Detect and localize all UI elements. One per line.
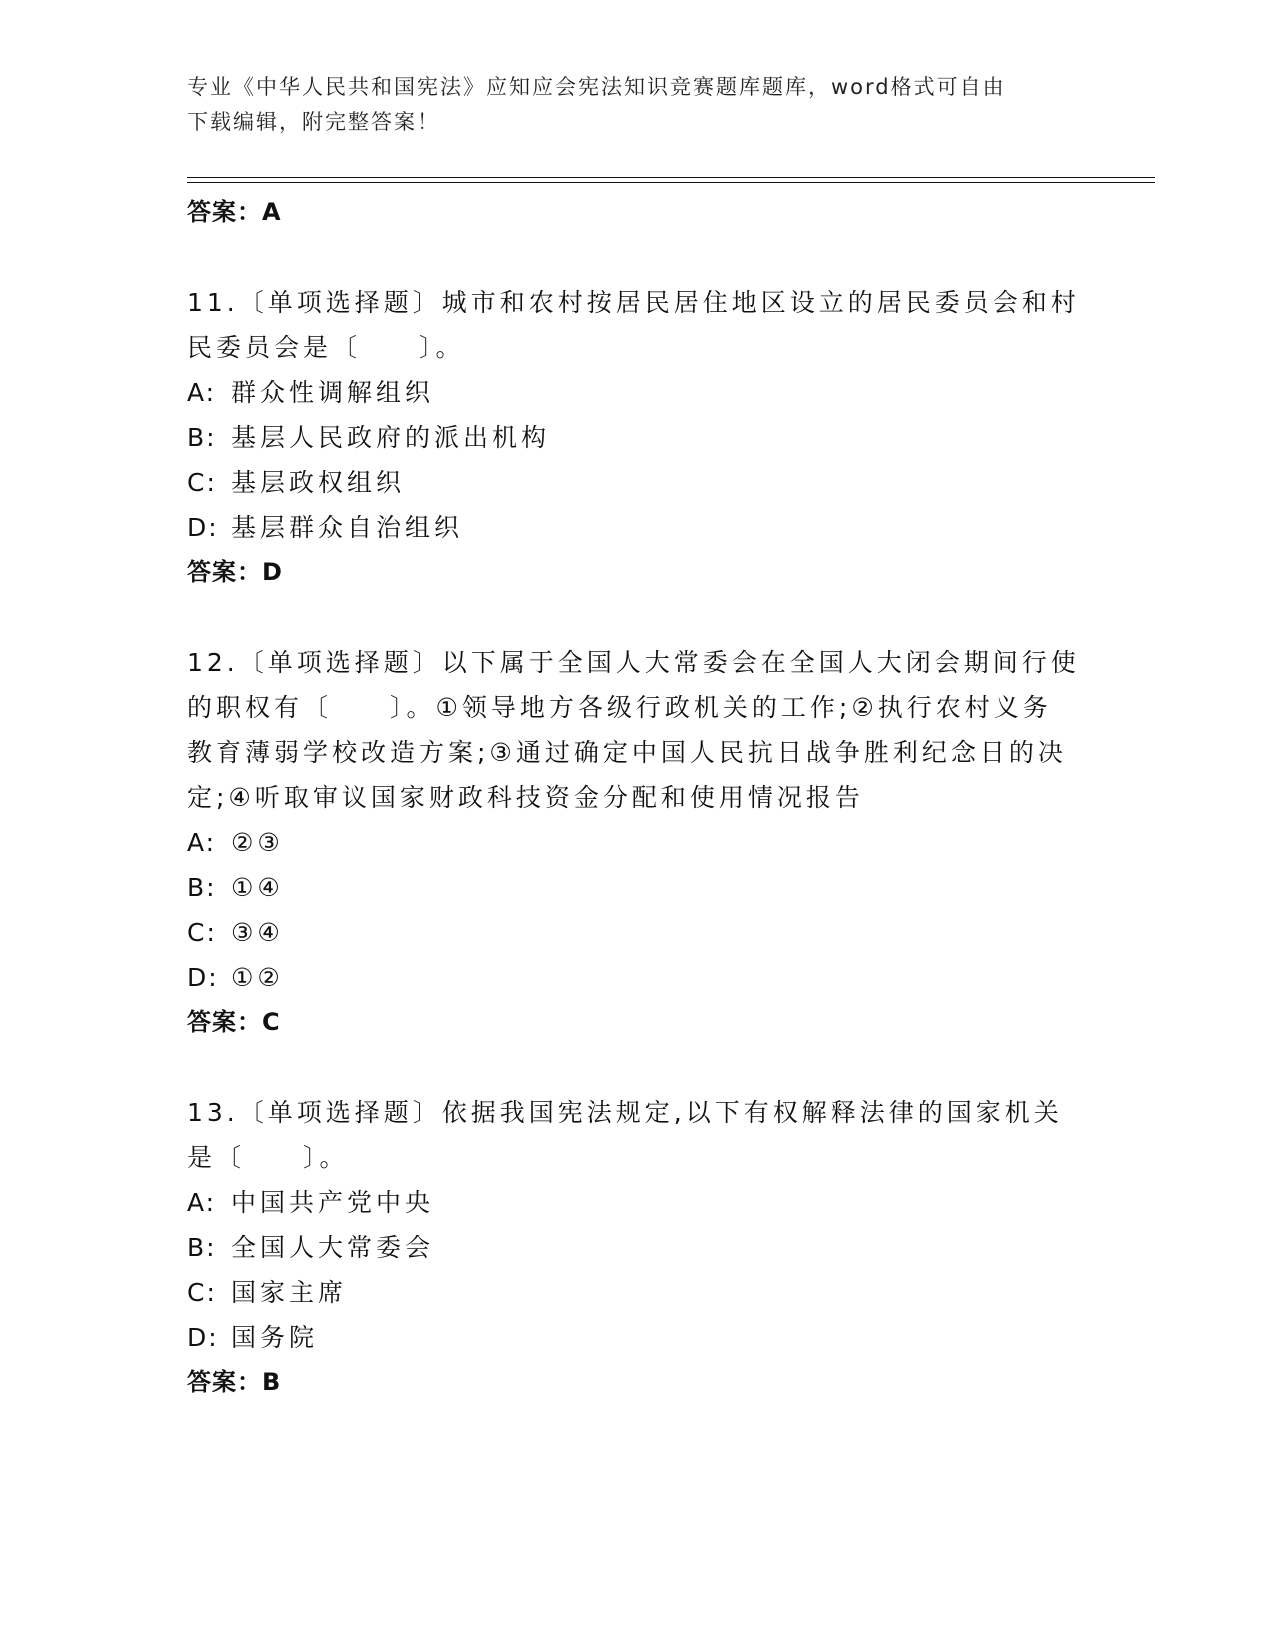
option-text: ①② — [231, 963, 284, 992]
option-text: 群众性调解组织 — [231, 378, 435, 407]
header-divider-bottom — [187, 182, 1155, 183]
option-text: ①④ — [231, 873, 284, 902]
option-letter: D: — [187, 963, 219, 992]
option-text: 全国人大常委会 — [231, 1233, 435, 1262]
option-text: 基层群众自治组织 — [231, 513, 464, 542]
option-letter: C: — [187, 1278, 217, 1307]
question-stem-line: 12.〔单项选择题〕以下属于全国人大常委会在全国人大闭会期间行使 — [187, 648, 1080, 677]
question-12 — [187, 640, 1087, 1045]
question-stem-line: 教育薄弱学校改造方案;③通过确定中国人民抗日战争胜利纪念日的决 — [187, 738, 1067, 767]
option-letter: B: — [187, 873, 217, 902]
option-d — [187, 1315, 1087, 1360]
option-text: 基层政权组织 — [231, 468, 406, 497]
option-c — [187, 460, 1087, 505]
option-letter: B: — [187, 1233, 217, 1262]
option-text: 国家主席 — [231, 1278, 348, 1307]
option-a — [187, 1180, 1087, 1225]
option-letter: A: — [187, 828, 217, 857]
question-stem-line: 民委员会是〔 〕。 — [187, 333, 465, 362]
document-body — [187, 190, 1087, 1405]
option-text: 基层人民政府的派出机构 — [231, 423, 551, 452]
question-answer: 答案：C — [187, 1008, 281, 1036]
option-b — [187, 1225, 1087, 1270]
previous-answer: 答案：A — [187, 198, 282, 226]
option-text: ②③ — [231, 828, 284, 857]
question-stem-line: 13.〔单项选择题〕依据我国宪法规定,以下有权解释法律的国家机关 — [187, 1098, 1063, 1127]
option-a — [187, 370, 1087, 415]
question-11 — [187, 280, 1087, 595]
page-header — [187, 70, 1087, 140]
option-d — [187, 955, 1087, 1000]
question-stem-line: 定;④听取审议国家财政科技资金分配和使用情况报告 — [187, 783, 864, 812]
question-stem-line: 的职权有〔 〕。①领导地方各级行政机关的工作;②执行农村义务 — [187, 693, 1052, 722]
question-answer: 答案：D — [187, 558, 283, 586]
option-text: 中国共产党中央 — [231, 1188, 435, 1217]
option-c — [187, 910, 1087, 955]
question-stem-line: 11.〔单项选择题〕城市和农村按居民居住地区设立的居民委员会和村 — [187, 288, 1080, 317]
option-letter: D: — [187, 1323, 219, 1352]
option-letter: A: — [187, 378, 217, 407]
option-b — [187, 865, 1087, 910]
header-divider-top — [187, 177, 1155, 178]
header-line-1: 专业《中华人民共和国宪法》应知应会宪法知识竞赛题库题库，word格式可自由 — [187, 75, 1006, 99]
option-a — [187, 820, 1087, 865]
question-answer: 答案：B — [187, 1368, 282, 1396]
option-letter: D: — [187, 513, 219, 542]
question-13 — [187, 1090, 1087, 1405]
option-text: ③④ — [231, 918, 284, 947]
question-stem-line: 是〔 〕。 — [187, 1143, 349, 1172]
option-letter: C: — [187, 918, 217, 947]
option-text: 国务院 — [231, 1323, 319, 1352]
option-b — [187, 415, 1087, 460]
option-letter: C: — [187, 468, 217, 497]
option-c — [187, 1270, 1087, 1315]
option-d — [187, 505, 1087, 550]
option-letter: B: — [187, 423, 217, 452]
option-letter: A: — [187, 1188, 217, 1217]
header-line-2: 下载编辑，附完整答案！ — [187, 110, 440, 134]
